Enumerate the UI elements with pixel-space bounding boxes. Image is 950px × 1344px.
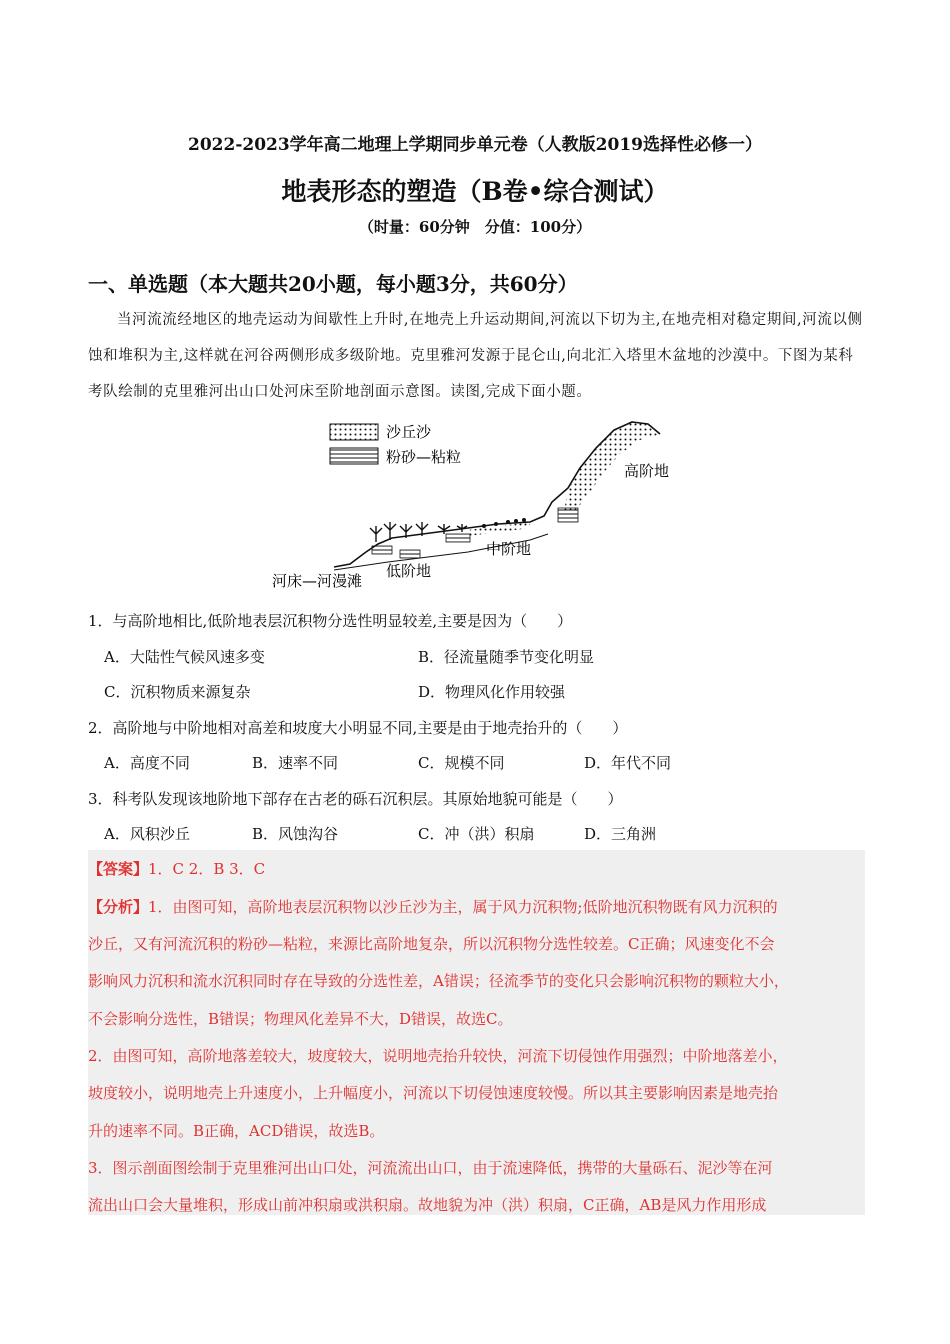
label-high-terrace: 高阶地: [624, 462, 670, 480]
analysis-line-1: [88, 896, 860, 917]
analysis-line-8: 3．图示剖面图绘制于克里雅河出山口处，河流流出山口，由于流速降低，携带的大量砾石、泥沙等在河: [88, 1159, 773, 1177]
question-3-option-d: D．三角洲: [584, 825, 657, 843]
exam-series-title: 2022-2023学年高二地理上学期同步单元卷（人教版2019选择性必修一）: [188, 135, 762, 155]
question-3-option-a: A．风积沙丘: [104, 825, 190, 843]
terrace-profile-figure: [268, 412, 688, 604]
analysis-line-4: 不会影响分选性，B错误；物理风化差异不大，D错误，故选C。: [88, 1010, 513, 1028]
answer-tag: 【答案】: [88, 860, 149, 878]
silt-layer-mid: [446, 534, 470, 542]
label-low-terrace: 低阶地: [386, 562, 432, 580]
silt-layer-high: [558, 508, 578, 522]
analysis-line-9: 流出山口会大量堆积，形成山前冲积扇或洪积扇。故地貌为冲（洪）积扇，C正确，AB是风力作用形成: [88, 1196, 767, 1214]
question-3-stem: 3．科考队发现该地阶地下部存在古老的砾石沉积层。其原始地貌可能是（ ）: [88, 790, 623, 808]
question-3-option-b: B．风蚀沟谷: [252, 825, 339, 843]
silt-layer-low-2: [400, 550, 420, 558]
question-1-option-a: A．大陆性气候风速多变: [104, 648, 265, 666]
analysis-line-2: 沙丘，又有河流沉积的粉砂—粘粒，来源比高阶地复杂，所以沉积物分选性较差。C正确；风速变化不会: [88, 935, 775, 953]
question-2-option-d: D．年代不同: [584, 754, 672, 772]
section-title: 一、单选题（本大题共20小题，每小题3分，共60分）: [88, 272, 578, 296]
passage-text: 当河流流经地区的地壳运动为间歇性上升时,在地壳上升运动期间,河流以下切为主,在地壳相对稳定期间,河流以侧蚀和堆积为主,这样就在河谷两侧形成多级阶地。克里雅河发源于昆仑山,向北汇入塔里木盆地的沙漠中。下图为某科考队绘制的克里雅河出山口处河床至阶地剖面示意图。读图,完成下面小题。: [88, 312, 863, 400]
analysis-tag: 【分析】: [88, 898, 149, 916]
question-1-option-c: C．沉积物质来源复杂: [104, 683, 251, 701]
question-3-option-c: C．冲（洪）积扇: [418, 825, 535, 843]
exam-meta: （时量：60分钟 分值：100分）: [358, 218, 592, 236]
question-1-stem: 1．与高阶地相比,低阶地表层沉积物分选性明显较差,主要是因为（ ）: [88, 612, 573, 630]
silt-layer-low-1: [372, 546, 392, 554]
legend-sand-swatch: [330, 424, 378, 440]
question-2-option-b: B．速率不同: [252, 754, 339, 772]
question-2-stem: 2．高阶地与中阶地相对高差和坡度大小明显不同,主要是由于地壳抬升的（ ）: [88, 719, 628, 737]
exam-title: 地表形态的塑造（B卷•综合测试）: [281, 177, 669, 206]
question-1-option-b: B．径流量随季节变化明显: [418, 648, 595, 666]
question-2-option-c: C．规模不同: [418, 754, 505, 772]
legend-silt-label: 粉砂—粘粒: [386, 448, 462, 466]
analysis-line-5: 2．由图可知，高阶地落差较大，坡度较大，说明地壳抬升较快，河流下切侵蚀作用强烈；中阶地落差小，: [88, 1047, 788, 1065]
analysis-line-7: 升的速率不同。B正确，ACD错误，故选B。: [88, 1122, 385, 1140]
label-mid-terrace: 中阶地: [486, 540, 532, 558]
question-2-option-a: A．高度不同: [104, 754, 190, 772]
analysis-line-6: 坡度较小，说明地壳上升速度小，上升幅度小，河流以下切侵蚀速度较慢。所以其主要影响因素是地壳抬: [88, 1084, 779, 1102]
label-river-bed: 河床—河漫滩: [272, 572, 363, 590]
question-1-option-d: D．物理风化作用较强: [418, 683, 566, 701]
analysis-line-3: 影响风力沉积和流水沉积同时存在导致的分选性差，A错误；径流季节的变化只会影响沉积物的颗粒大小，: [88, 972, 789, 990]
legend-silt-swatch: [330, 448, 378, 464]
answer-line: [88, 858, 860, 879]
answer-text: 1．C 2．B 3．C: [148, 860, 266, 878]
legend-sand-label: 沙丘沙: [386, 423, 432, 441]
analysis-text-1: 1．由图可知，高阶地表层沉积物以沙丘沙为主，属于风力沉积物;低阶地沉积物既有风力沉积的: [148, 898, 778, 916]
